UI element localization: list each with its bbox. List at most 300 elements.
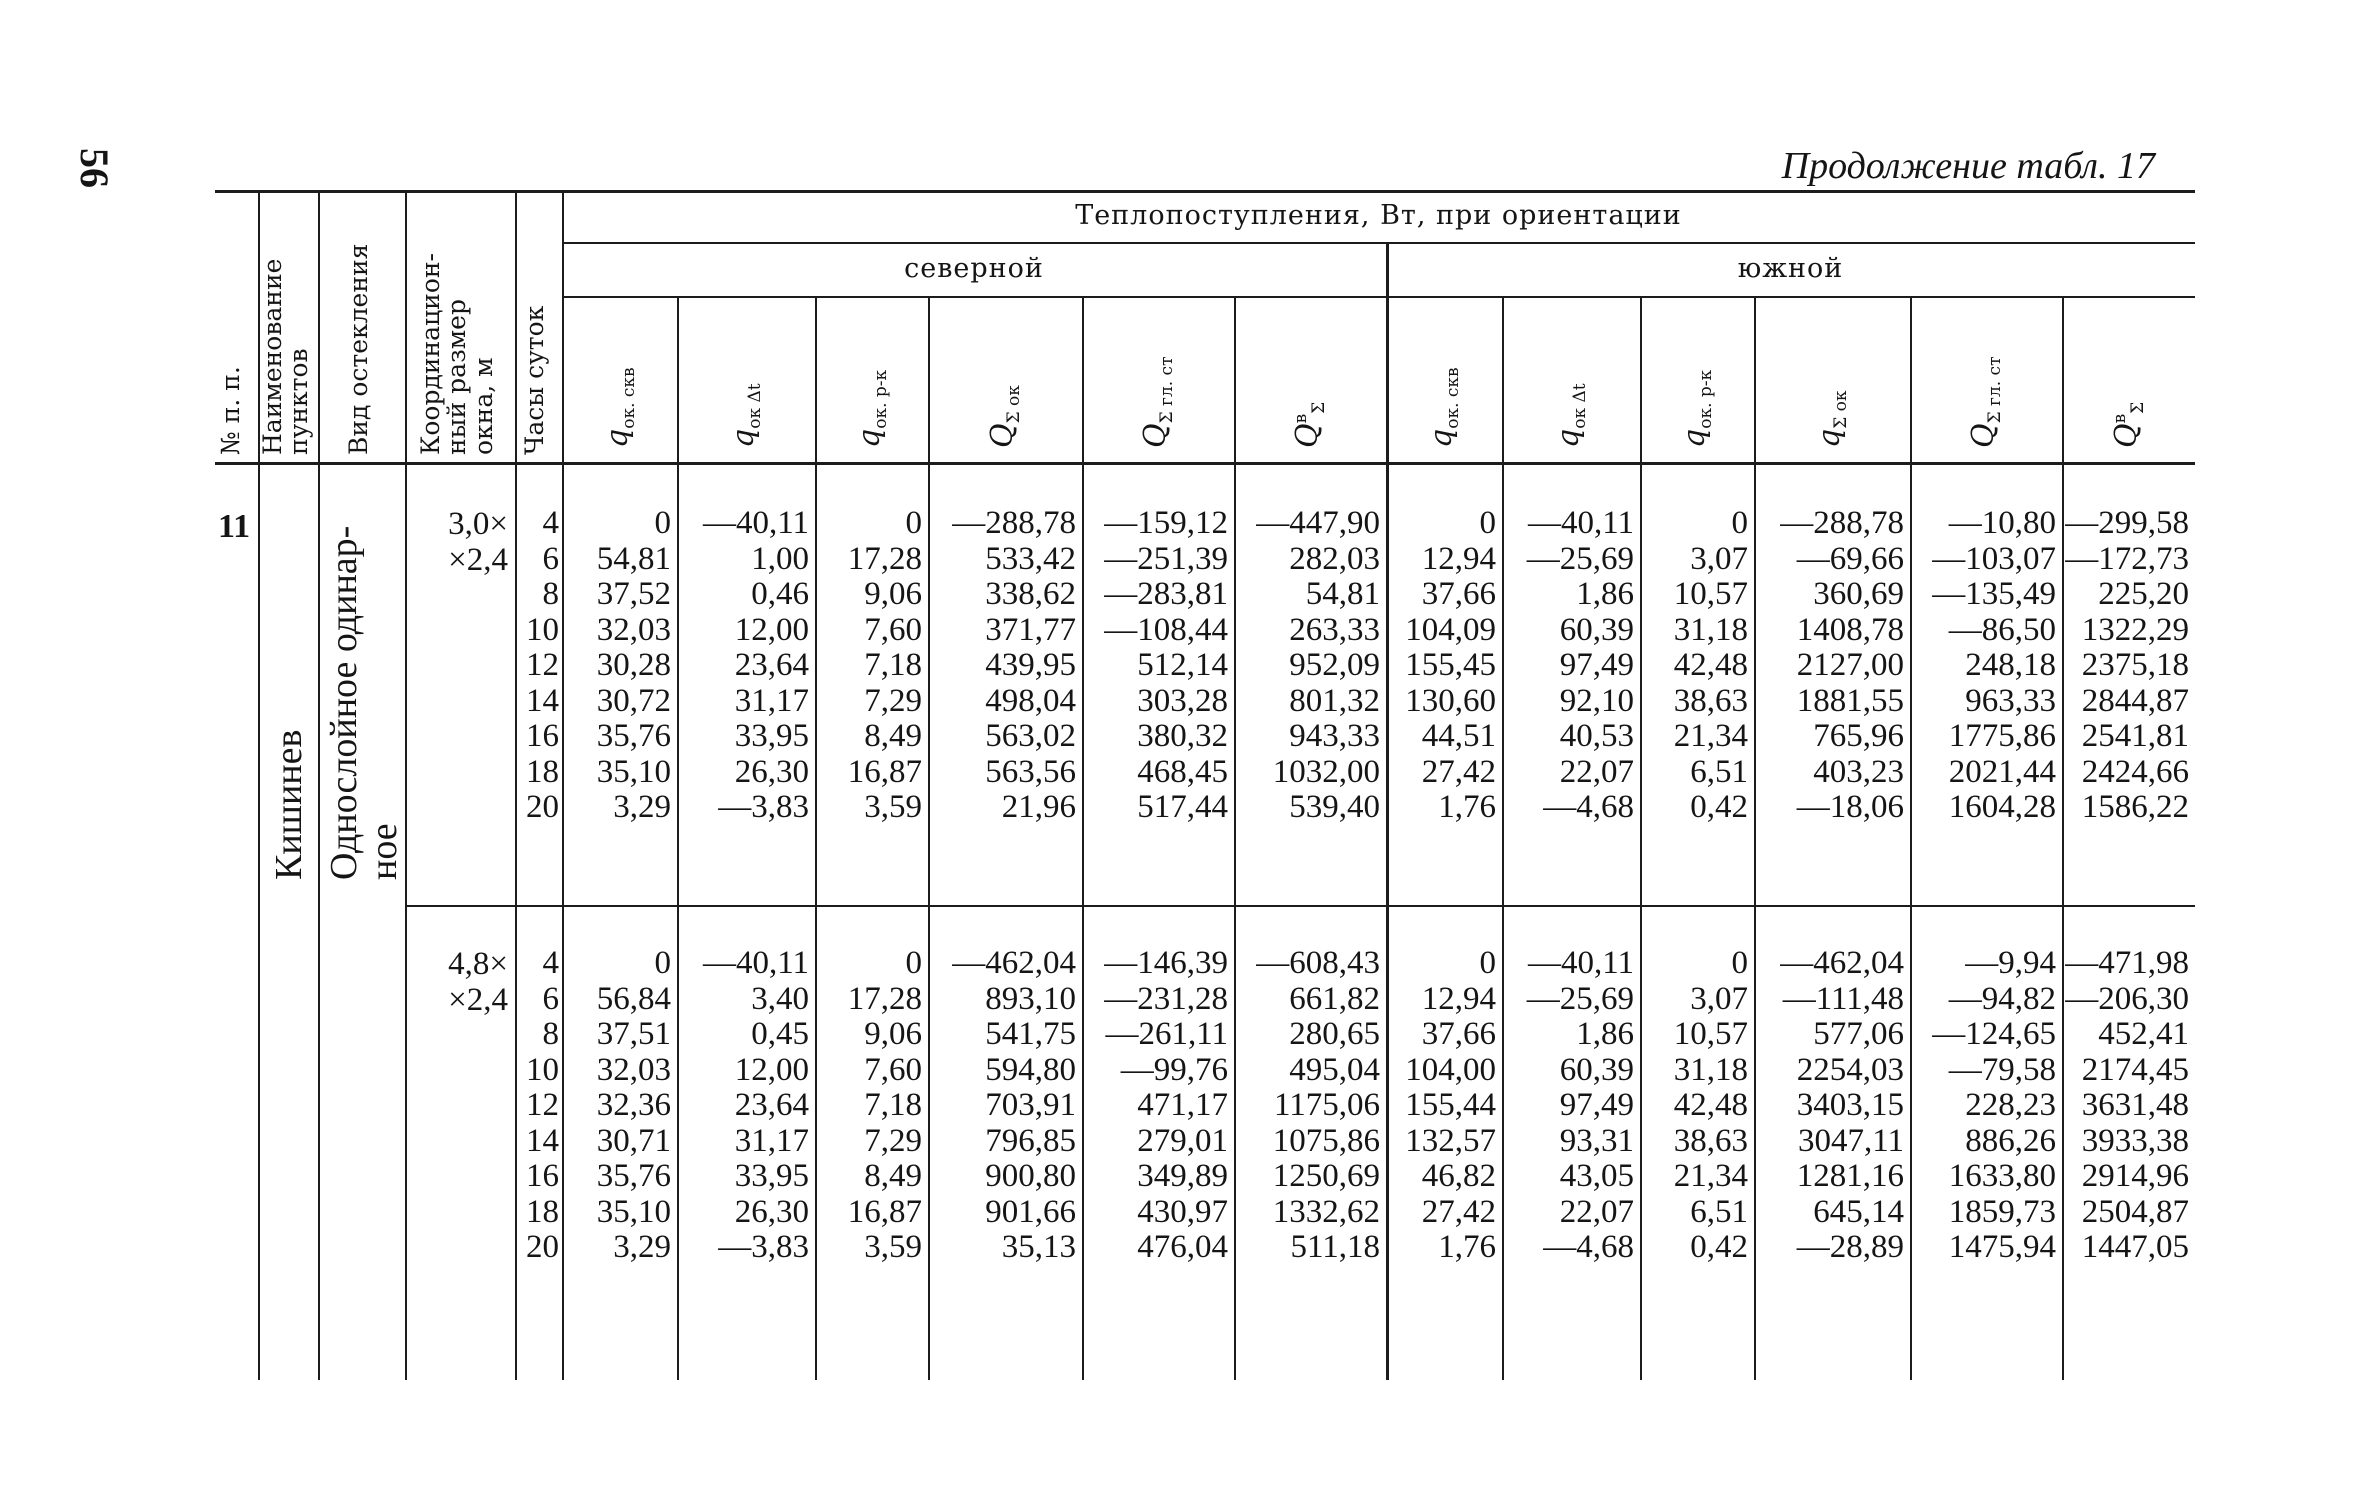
hour-cell: 8 <box>542 1016 559 1052</box>
value-cell: 2504,87 <box>2081 1193 2189 1230</box>
value-cell: 30,28 <box>596 647 671 683</box>
value-column <box>562 946 671 1266</box>
value-cell: 533,42 <box>985 540 1076 577</box>
header-no: № п. п. <box>216 366 245 455</box>
value-cell: 511,18 <box>1290 1229 1380 1265</box>
value-cell: —4,68 <box>1543 789 1634 825</box>
value-cell: —124,65 <box>1932 1016 2056 1052</box>
value-cell: 563,56 <box>985 753 1076 790</box>
header-hours: Часы суток <box>520 305 549 455</box>
value-cell: —4,68 <box>1543 1229 1634 1265</box>
value-cell: 32,36 <box>596 1087 671 1123</box>
value-cell: 901,66 <box>985 1193 1076 1230</box>
value-cell: 2914,96 <box>2081 1158 2189 1194</box>
value-cell: 44,51 <box>1421 718 1496 754</box>
value-cell: 280,65 <box>1289 1016 1380 1052</box>
value-cell: 37,52 <box>596 576 671 612</box>
value-column <box>1754 506 1904 826</box>
value-cell: —9,94 <box>1965 945 2056 981</box>
value-cell: 471,17 <box>1137 1087 1228 1123</box>
value-cell: 577,06 <box>1813 1016 1904 1052</box>
value-cell: 43,05 <box>1559 1158 1634 1194</box>
value-cell: 3631,48 <box>2081 1087 2189 1123</box>
value-cell: 0 <box>1479 505 1496 541</box>
window-size-value <box>412 506 508 578</box>
value-cell: 0,42 <box>1690 789 1748 825</box>
value-column <box>1082 506 1228 826</box>
value-cell: 338,62 <box>985 576 1076 612</box>
value-cell: 155,44 <box>1405 1087 1496 1123</box>
window-size-line: 3,0× <box>448 506 508 542</box>
page-number: 56 <box>72 148 117 188</box>
value-cell: 3047,11 <box>1797 1122 1904 1159</box>
value-cell: —231,28 <box>1104 980 1228 1017</box>
value-cell: 796,85 <box>985 1122 1076 1159</box>
rule-header-bottom <box>215 462 2195 465</box>
value-cell: 8,49 <box>864 1158 922 1194</box>
value-cell: 38,63 <box>1673 682 1748 719</box>
value-cell: 703,91 <box>985 1087 1076 1123</box>
value-cell: 33,95 <box>734 718 809 754</box>
value-cell: —608,43 <box>1256 945 1380 981</box>
value-cell: 56,84 <box>596 980 671 1017</box>
hour-cell: 6 <box>542 540 559 577</box>
value-cell: 10,57 <box>1673 576 1748 612</box>
value-cell: 17,28 <box>847 540 922 577</box>
value-cell: 279,01 <box>1137 1122 1228 1159</box>
value-cell: 3403,15 <box>1796 1087 1904 1123</box>
value-cell: 32,03 <box>596 611 671 648</box>
value-cell: 7,60 <box>864 1051 922 1088</box>
value-cell: 35,13 <box>1001 1229 1076 1265</box>
value-cell: 1,76 <box>1438 789 1496 825</box>
value-cell: 1447,05 <box>2081 1229 2189 1265</box>
value-cell: 645,14 <box>1813 1193 1904 1230</box>
value-cell: 2541,81 <box>2081 718 2189 754</box>
value-cell: —206,30 <box>2065 980 2189 1017</box>
hour-cell: 12 <box>526 1087 559 1123</box>
value-cell: —94,82 <box>1948 980 2056 1017</box>
value-cell: 0,42 <box>1690 1229 1748 1265</box>
subcolumn-header: $Q_{\Sigma ок}$ <box>985 385 1024 448</box>
value-cell: 7,60 <box>864 611 922 648</box>
value-cell: 1322,29 <box>2081 611 2189 648</box>
value-cell: 92,10 <box>1559 682 1634 719</box>
value-cell: 8,49 <box>864 718 922 754</box>
value-cell: 468,45 <box>1137 753 1228 790</box>
value-column <box>1640 946 1748 1266</box>
value-cell: 30,71 <box>596 1122 671 1159</box>
header-south: южной <box>1737 253 1844 284</box>
value-cell: 54,81 <box>596 540 671 577</box>
subcolumn-header: $Q_{\Sigma гл. ст}$ <box>1138 356 1177 448</box>
value-column <box>928 506 1076 826</box>
value-cell: 1408,78 <box>1796 611 1904 648</box>
value-cell: 2844,87 <box>2081 682 2189 719</box>
value-cell: 31,17 <box>734 1122 809 1159</box>
value-column <box>677 946 809 1266</box>
value-cell: 33,95 <box>734 1158 809 1194</box>
header-window-size <box>418 253 497 455</box>
value-cell: —261,11 <box>1105 1016 1228 1052</box>
value-cell: 1281,16 <box>1796 1158 1904 1194</box>
value-cell: 12,00 <box>734 611 809 648</box>
value-cell: 12,00 <box>734 1051 809 1088</box>
row-glazing <box>325 526 405 880</box>
value-cell: 35,76 <box>596 1158 671 1194</box>
value-cell: 3,40 <box>751 980 809 1017</box>
value-cell: 3,59 <box>864 789 922 825</box>
value-cell: —18,06 <box>1796 789 1904 825</box>
value-column <box>2062 946 2189 1266</box>
value-cell: —471,98 <box>2065 945 2189 981</box>
value-cell: 31,18 <box>1673 1051 1748 1088</box>
value-cell: —3,83 <box>718 789 809 825</box>
value-cell: 1,76 <box>1438 1229 1496 1265</box>
value-cell: —283,81 <box>1104 576 1228 612</box>
value-cell: 7,29 <box>864 1122 922 1159</box>
value-cell: 3,59 <box>864 1229 922 1265</box>
value-cell: 765,96 <box>1813 718 1904 754</box>
value-cell: 7,18 <box>864 1087 922 1123</box>
value-cell: 23,64 <box>734 1087 809 1123</box>
value-cell: 661,82 <box>1289 980 1380 1017</box>
value-cell: 430,97 <box>1137 1193 1228 1230</box>
header-window-size-line3: окна, м <box>468 357 498 455</box>
value-cell: —251,39 <box>1104 540 1228 577</box>
window-size-value <box>412 946 508 1018</box>
value-cell: 17,28 <box>847 980 922 1017</box>
subcolumn-header: $Q^в_\Sigma$ <box>2108 401 2148 448</box>
header-window-size-line2: ный размер <box>442 299 472 455</box>
value-cell: —99,76 <box>1120 1051 1228 1088</box>
hour-cell: 14 <box>526 682 559 719</box>
value-cell: 42,48 <box>1673 647 1748 683</box>
value-cell: 282,03 <box>1289 540 1380 577</box>
value-cell: 40,53 <box>1559 718 1634 754</box>
subcolumn-header: $q_{ок. р-к}$ <box>851 369 891 448</box>
value-cell: 6,51 <box>1690 1193 1748 1230</box>
value-column <box>1082 946 1228 1266</box>
value-cell: 32,03 <box>596 1051 671 1088</box>
value-cell: 21,34 <box>1673 718 1748 754</box>
value-cell: 0 <box>905 505 922 541</box>
window-size-line: ×2,4 <box>448 982 508 1018</box>
value-cell: 1475,94 <box>1948 1229 2056 1265</box>
value-column <box>1386 946 1496 1266</box>
value-cell: —135,49 <box>1932 576 2056 612</box>
hour-cell: 16 <box>526 1158 559 1194</box>
value-cell: 3933,38 <box>2081 1122 2189 1159</box>
hour-cell: 18 <box>526 1193 559 1230</box>
window-size-line: ×2,4 <box>448 542 508 578</box>
value-cell: —159,12 <box>1104 505 1228 541</box>
value-cell: —40,11 <box>702 945 809 981</box>
value-column <box>1234 946 1380 1266</box>
row-glazing-line2: ное <box>362 823 405 880</box>
hour-cell: 12 <box>526 647 559 683</box>
vline-after-glazing <box>405 190 407 1380</box>
value-cell: 35,10 <box>596 753 671 790</box>
value-cell: 452,41 <box>2098 1016 2189 1052</box>
header-heat-gain: Теплопоступления, Вт, при ориентации <box>1075 200 1682 231</box>
value-cell: 35,10 <box>596 1193 671 1230</box>
value-cell: 0,45 <box>751 1016 809 1052</box>
value-cell: 37,66 <box>1421 576 1496 612</box>
value-cell: —86,50 <box>1948 611 2056 648</box>
hours-column <box>515 506 559 826</box>
value-cell: 886,26 <box>1965 1122 2056 1159</box>
value-cell: 893,10 <box>985 980 1076 1017</box>
value-cell: 1604,28 <box>1948 789 2056 825</box>
value-column <box>2062 506 2189 826</box>
value-cell: 155,45 <box>1405 647 1496 683</box>
value-cell: 38,63 <box>1673 1122 1748 1159</box>
value-cell: 26,30 <box>734 753 809 790</box>
hour-cell: 4 <box>542 945 559 981</box>
value-cell: 495,04 <box>1289 1051 1380 1088</box>
value-cell: —288,78 <box>952 505 1076 541</box>
value-cell: 2254,03 <box>1796 1051 1904 1088</box>
value-cell: 0 <box>1479 945 1496 981</box>
value-cell: 7,18 <box>864 647 922 683</box>
value-cell: 1032,00 <box>1272 753 1380 790</box>
value-cell: 16,87 <box>847 1193 922 1230</box>
value-cell: 1175,06 <box>1273 1087 1380 1123</box>
value-cell: 349,89 <box>1137 1158 1228 1194</box>
value-cell: 3,07 <box>1690 540 1748 577</box>
value-cell: 541,75 <box>985 1016 1076 1052</box>
value-cell: 27,42 <box>1421 1193 1496 1230</box>
value-column <box>1910 946 2056 1266</box>
value-cell: 2375,18 <box>2081 647 2189 683</box>
value-cell: 1332,62 <box>1272 1193 1380 1230</box>
value-cell: 93,31 <box>1559 1122 1634 1159</box>
value-cell: —462,04 <box>952 945 1076 981</box>
rule-top <box>215 190 2195 193</box>
value-cell: 1633,80 <box>1948 1158 2056 1194</box>
value-cell: 104,00 <box>1405 1051 1496 1088</box>
value-cell: 943,33 <box>1289 718 1380 754</box>
value-column <box>815 946 922 1266</box>
value-cell: 594,80 <box>985 1051 1076 1088</box>
value-cell: 31,18 <box>1673 611 1748 648</box>
row-glazing-line1: Однослойное одинар- <box>323 525 365 880</box>
value-cell: 563,02 <box>985 718 1076 754</box>
header-window-size-line1: Координацион- <box>416 253 445 455</box>
value-cell: 6,51 <box>1690 753 1748 790</box>
value-cell: 952,09 <box>1289 647 1380 683</box>
value-cell: 0 <box>1731 945 1748 981</box>
hour-cell: 8 <box>542 576 559 612</box>
value-column <box>1754 946 1904 1266</box>
value-cell: 2021,44 <box>1948 753 2056 790</box>
value-cell: 22,07 <box>1559 753 1634 790</box>
value-column <box>1910 506 2056 826</box>
value-cell: 539,40 <box>1289 789 1380 825</box>
value-cell: 9,06 <box>864 576 922 612</box>
rule-block-separator <box>405 905 2195 907</box>
value-cell: 1881,55 <box>1796 682 1904 719</box>
value-cell: 0,46 <box>751 576 809 612</box>
value-cell: 16,87 <box>847 753 922 790</box>
value-cell: —25,69 <box>1526 980 1634 1017</box>
subcolumn-header: $Q^в_\Sigma$ <box>1290 401 1329 448</box>
header-north: северной <box>904 253 1044 284</box>
header-location-line2: пунктов <box>284 348 314 455</box>
value-cell: 10,57 <box>1673 1016 1748 1052</box>
value-cell: 21,96 <box>1001 789 1076 825</box>
row-number: 11 <box>218 508 251 545</box>
subcolumn-header: $q_{ок \Delta t}$ <box>726 383 765 448</box>
value-column <box>815 506 922 826</box>
subcolumn-header: $q_{ок \Delta t}$ <box>1551 383 1590 448</box>
value-cell: 104,09 <box>1405 611 1496 648</box>
value-cell: —172,73 <box>2065 540 2189 577</box>
value-cell: —79,58 <box>1948 1051 2056 1088</box>
subcolumn-header: $q_{ок. скв}$ <box>599 367 639 448</box>
value-cell: 801,32 <box>1289 682 1380 719</box>
value-cell: —462,04 <box>1780 945 1904 981</box>
value-cell: 26,30 <box>734 1193 809 1230</box>
value-cell: —3,83 <box>718 1229 809 1265</box>
value-cell: 46,82 <box>1421 1158 1496 1194</box>
value-column <box>562 506 671 826</box>
value-cell: 37,51 <box>596 1016 671 1052</box>
value-cell: 228,23 <box>1965 1087 2056 1123</box>
value-cell: 3,29 <box>613 1229 671 1265</box>
value-cell: 3,07 <box>1690 980 1748 1017</box>
subcolumn-header: $q_{\Sigma ок}$ <box>1812 390 1851 448</box>
value-cell: 12,94 <box>1421 540 1496 577</box>
value-column <box>1234 506 1380 826</box>
value-cell: 1250,69 <box>1272 1158 1380 1194</box>
value-cell: —10,80 <box>1948 505 2056 541</box>
row-location: Кишинев <box>268 729 310 880</box>
value-cell: 97,49 <box>1559 1087 1634 1123</box>
hour-cell: 18 <box>526 753 559 790</box>
value-cell: 60,39 <box>1559 1051 1634 1088</box>
hour-cell: 6 <box>542 980 559 1017</box>
value-cell: —40,11 <box>702 505 809 541</box>
value-cell: 303,28 <box>1137 682 1228 719</box>
value-cell: 97,49 <box>1559 647 1634 683</box>
value-cell: —40,11 <box>1527 945 1634 981</box>
value-cell: 1775,86 <box>1948 718 2056 754</box>
hour-cell: 14 <box>526 1122 559 1159</box>
value-cell: 130,60 <box>1405 682 1496 719</box>
rule-under-heatgain <box>562 242 2195 244</box>
value-cell: 9,06 <box>864 1016 922 1052</box>
value-cell: 517,44 <box>1137 789 1228 825</box>
rule-under-orientation <box>562 296 2195 298</box>
continuation-caption: Продолжение табл. 17 <box>1781 145 2155 187</box>
value-cell: —146,39 <box>1104 945 1228 981</box>
hour-cell: 20 <box>526 789 559 825</box>
value-cell: 54,81 <box>1305 576 1380 612</box>
value-cell: 360,69 <box>1813 576 1904 612</box>
value-cell: 23,64 <box>734 647 809 683</box>
value-cell: 248,18 <box>1965 647 2056 683</box>
header-location <box>260 259 313 455</box>
hour-cell: 4 <box>542 505 559 541</box>
value-cell: 60,39 <box>1559 611 1634 648</box>
value-cell: 37,66 <box>1421 1016 1496 1052</box>
window-size-line: 4,8× <box>448 946 508 982</box>
value-cell: —103,07 <box>1932 540 2056 577</box>
value-cell: 225,20 <box>2098 576 2189 612</box>
value-cell: 3,29 <box>613 789 671 825</box>
value-cell: 21,34 <box>1673 1158 1748 1194</box>
value-cell: —25,69 <box>1526 540 1634 577</box>
value-column <box>1640 506 1748 826</box>
value-cell: 1859,73 <box>1948 1193 2056 1230</box>
value-column <box>1502 946 1634 1266</box>
header-location-line1: Наименование <box>258 258 287 455</box>
value-cell: 476,04 <box>1137 1229 1228 1265</box>
value-cell: 27,42 <box>1421 753 1496 790</box>
value-cell: 1075,86 <box>1272 1122 1380 1159</box>
value-column <box>1386 506 1496 826</box>
hour-cell: 10 <box>526 611 559 648</box>
header-glazing: Вид остекления <box>344 243 373 455</box>
value-cell: 2127,00 <box>1796 647 1904 683</box>
value-cell: —69,66 <box>1796 540 1904 577</box>
value-cell: 380,32 <box>1137 718 1228 754</box>
value-column <box>677 506 809 826</box>
value-cell: 2424,66 <box>2081 753 2189 790</box>
value-cell: 2174,45 <box>2081 1051 2189 1088</box>
value-cell: 35,76 <box>596 718 671 754</box>
value-cell: —288,78 <box>1780 505 1904 541</box>
value-cell: 132,57 <box>1405 1122 1496 1159</box>
subcolumn-header: $q_{ок. р-к}$ <box>1677 369 1716 448</box>
value-cell: —108,44 <box>1104 611 1228 648</box>
value-cell: —447,90 <box>1256 505 1380 541</box>
value-cell: 7,29 <box>864 682 922 719</box>
value-cell: 963,33 <box>1965 682 2056 719</box>
subcolumn-header: $q_{ок. скв}$ <box>1424 367 1463 448</box>
value-cell: 1,86 <box>1576 576 1634 612</box>
hour-cell: 16 <box>526 718 559 754</box>
value-cell: 22,07 <box>1559 1193 1634 1230</box>
value-cell: —299,58 <box>2065 505 2189 541</box>
value-cell: 1586,22 <box>2081 789 2189 825</box>
value-cell: 0 <box>905 945 922 981</box>
value-cell: 30,72 <box>596 682 671 719</box>
value-cell: 512,14 <box>1137 647 1228 683</box>
value-cell: 31,17 <box>734 682 809 719</box>
value-cell: 0 <box>654 505 671 541</box>
value-cell: 498,04 <box>985 682 1076 719</box>
value-cell: 12,94 <box>1421 980 1496 1017</box>
value-cell: 439,95 <box>985 647 1076 683</box>
value-cell: —40,11 <box>1527 505 1634 541</box>
value-cell: 0 <box>654 945 671 981</box>
hour-cell: 10 <box>526 1051 559 1088</box>
value-cell: 42,48 <box>1673 1087 1748 1123</box>
value-cell: 1,00 <box>751 540 809 577</box>
subcolumn-header: $Q_{\Sigma гл. ст}$ <box>1966 356 2005 448</box>
hours-column <box>515 946 559 1266</box>
value-column <box>928 946 1076 1266</box>
value-cell: —28,89 <box>1796 1229 1904 1265</box>
value-cell: 0 <box>1731 505 1748 541</box>
value-cell: 263,33 <box>1289 611 1380 648</box>
value-cell: 371,77 <box>985 611 1076 648</box>
value-cell: 403,23 <box>1813 753 1904 790</box>
value-cell: —111,48 <box>1782 980 1904 1017</box>
